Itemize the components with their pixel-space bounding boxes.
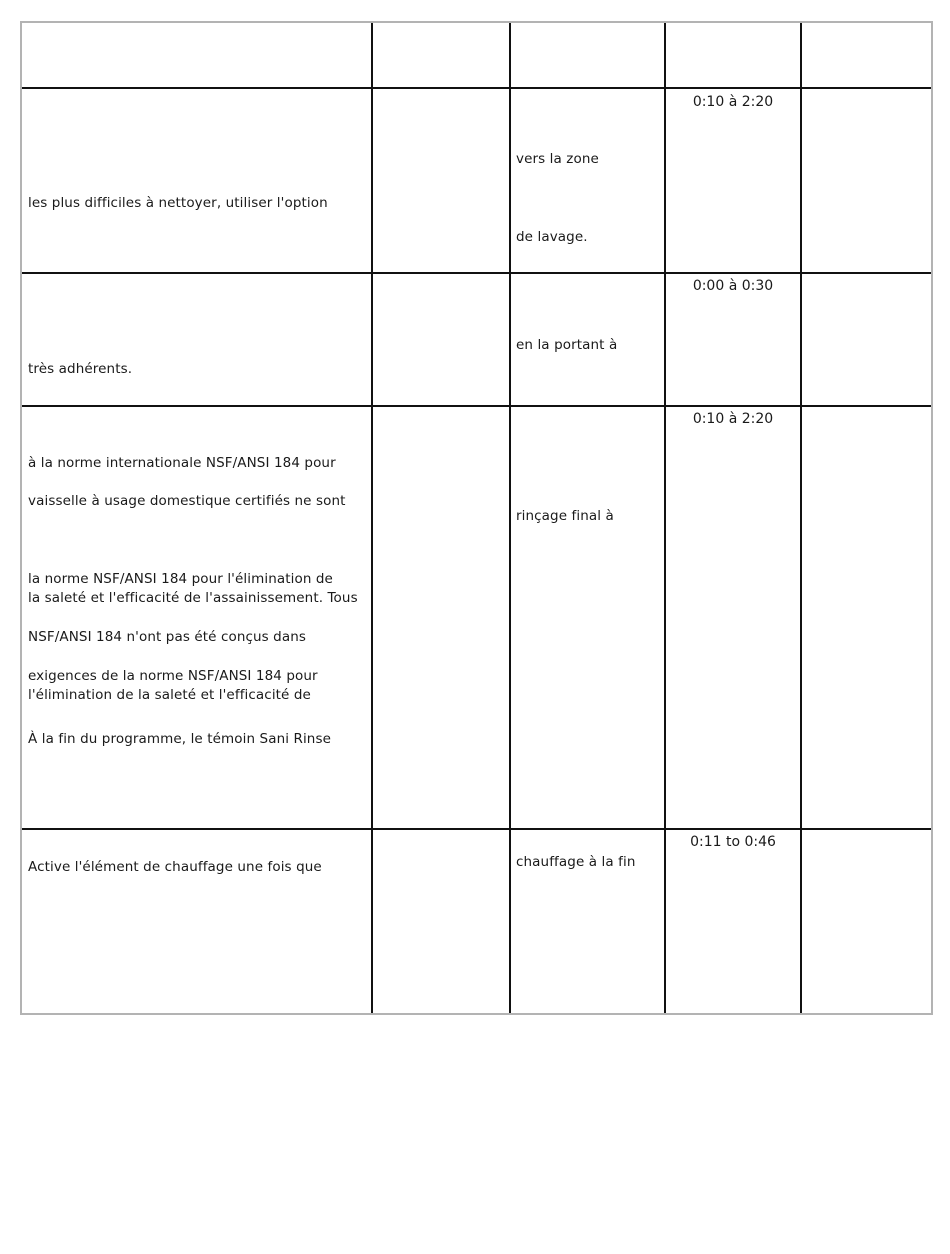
table-row xyxy=(22,89,931,274)
description-text: Active l'élément de chauffage une fois que xyxy=(28,859,322,875)
step-text: vers la zone xyxy=(516,151,599,167)
time-range: 0:00 à 0:30 xyxy=(692,278,774,294)
description-text: exigences de la norme NSF/ANSI 184 pour xyxy=(28,668,318,684)
time-range: 0:10 à 2:20 xyxy=(692,411,774,427)
time-range: 0:10 à 2:20 xyxy=(692,94,774,110)
description-text: à la norme internationale NSF/ANSI 184 pour xyxy=(28,455,336,471)
description-text: l'élimination de la saleté et l'efficacité de xyxy=(28,687,311,703)
description-text: les plus difficiles à nettoyer, utiliser l'option xyxy=(28,195,328,211)
table-row xyxy=(22,407,931,830)
step-text: chauffage à la fin xyxy=(516,854,636,870)
description-text: À la fin du programme, le témoin Sani Rinse xyxy=(28,731,331,747)
table-row xyxy=(22,830,931,1013)
table-row xyxy=(22,23,931,89)
description-text: très adhérents. xyxy=(28,361,133,377)
description-text: la saleté et l'efficacité de l'assainissement. Tous xyxy=(28,590,358,606)
step-text: en la portant à xyxy=(516,337,618,353)
description-text: vaisselle à usage domestique certifiés ne sont xyxy=(28,493,346,509)
cycle-table xyxy=(20,21,933,1015)
step-text: rinçage final à xyxy=(516,508,614,524)
description-text: NSF/ANSI 184 n'ont pas été conçus dans xyxy=(28,629,307,645)
description-text: la norme NSF/ANSI 184 pour l'élimination de xyxy=(28,571,333,587)
time-range: 0:11 to 0:46 xyxy=(690,834,776,850)
table-row xyxy=(22,274,931,407)
step-text: de lavage. xyxy=(516,229,588,245)
